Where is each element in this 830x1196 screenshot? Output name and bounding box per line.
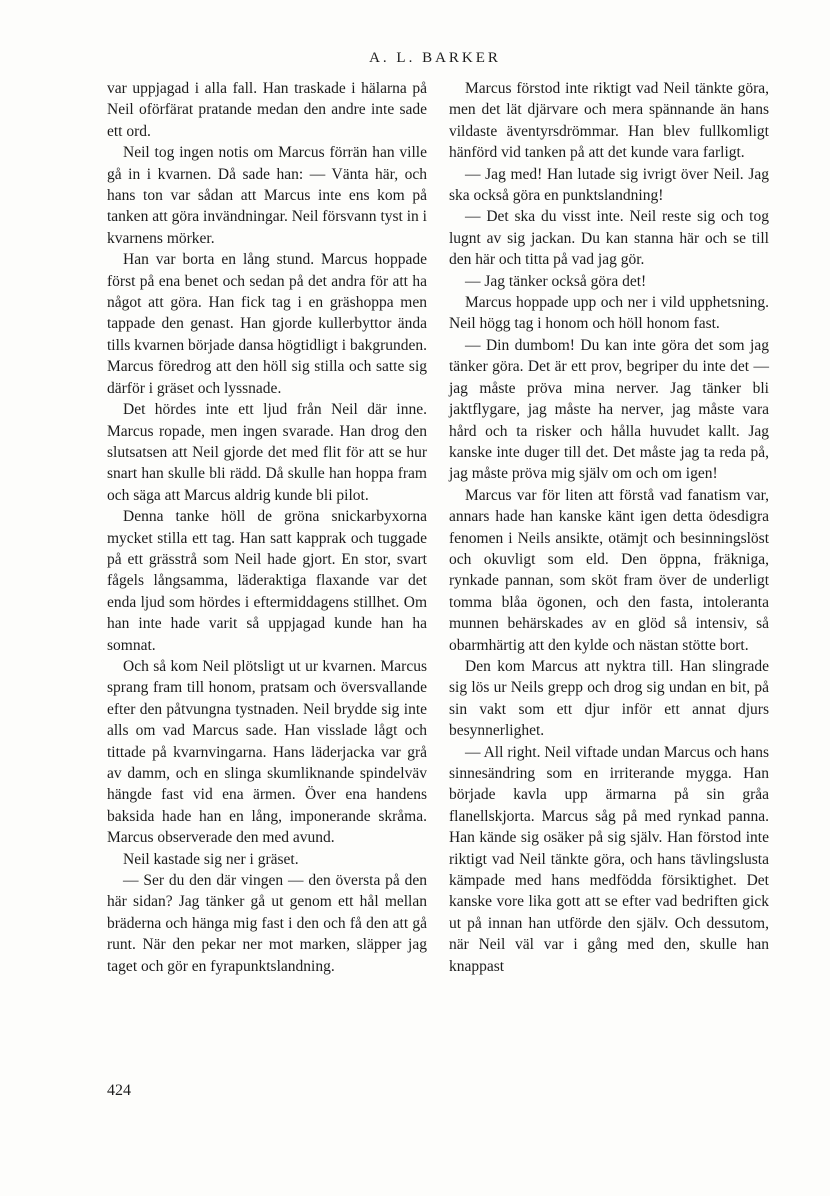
paragraph: Det hördes inte ett ljud från Neil där inne. Marcus ropade, men ingen svarade. Han drog den slutsatsen att Neil gjorde det med flit för att se hur snart han skulle bli rädd. Då skulle han hoppa fram och säga att Marcus aldrig kunde bli pilot.: [107, 401, 427, 504]
paragraph: — Jag med! Han lutade sig ivrigt över Neil. Jag ska också göra en punktslandning!: [449, 165, 769, 205]
paragraph: Marcus hoppade upp och ner i vild upphetsning. Neil högg tag i honom och höll honom fast.: [449, 294, 769, 333]
page-number: 424: [107, 1082, 131, 1099]
paragraph: — All right. Neil viftade undan Marcus och hans sinnesändring som en irriterande mygga. Han började kavla upp ärmarna på sin gråa flanellskjorta. Marcus såg på med rynkad panna. Han kände sig osäker på sig själv. Han förstod inte riktigt vad Neil tänkte göra, och hans tävlingslusta kämpade med hans medfödda försiktighet. Det kanske vore lika gott att se efter vad bedriften gick ut på innan han utförde den själv. Och dessutom, när Neil väl var i gång med den, skulle han knappast: [449, 743, 769, 975]
right-column: [449, 78, 769, 977]
paragraph: Han var borta en lång stund. Marcus hoppade först på ena benet och sedan på det andra för att ha något att göra. Han fick tag i en gräshoppa men tappade den genast. Han gjorde kullerbyttor ända tills kvarnen började dansa högtidligt i bakgrunden. Marcus föredrog att den höll sig stilla och satte sig därför i gräset och lyssnade.: [107, 251, 427, 397]
paragraph: var uppjagad i alla fall. Han traskade i hälarna på Neil oförfärat pratande medan den andre inte sade ett ord.: [107, 80, 427, 140]
paragraph: — Din dumbom! Du kan inte göra det som jag tänker göra. Det är ett prov, begriper du inte det — jag måste pröva mina nerver. Jag tänker bli jaktflygare, jag måste ha nerver, jag måste vara hård och ta risker och hålla huvudet kallt. Jag kanske inte duger till det. Det måste jag ta reda på, jag måste pröva mig själv om och om igen!: [449, 336, 769, 483]
paragraph: Marcus var för liten att förstå vad fanatism var, annars hade han kanske känt igen detta ödesdigra fenomen i Neils ansikte, otämjt och besinningslöst och okuvligt som eld. Den öppna, fräkniga, rynkade pannan, som sköt fram över de underligt tomma blåa ögonen, och den fasta, intoleranta munnen behärskades av en glöd så intensiv, så obarmhärtig att den kylde och nästan stötte bort.: [449, 486, 769, 654]
paragraph: — Ser du den där vingen — den översta på den här sidan? Jag tänker gå ut genom ett hål mellan bräderna och hänga mig fast i den och få den att gå runt. När den pekar ner mot marken, släpper jag taget och gör en fyrapunktslandning.: [107, 872, 427, 975]
paragraph: Marcus förstod inte riktigt vad Neil tänkte göra, men det lät djärvare och mera spännande än hans vildaste äventyrsdrömmar. Han blev fullkomligt hänförd vid tanken på att det kunde vara farligt.: [449, 80, 769, 162]
left-column: [107, 78, 427, 977]
paragraph: Denna tanke höll de gröna snickarbyxorna mycket stilla ett tag. Han satt kapprak och tuggade på ett grässtrå som Neil hade gjort. En stor, svart fågels långsamma, läderaktiga flaxande var det enda ljud som hördes i eftermiddagens stillhet. Om han inte hade varit så uppjagad kunde han ha somnat.: [107, 508, 427, 654]
paragraph: Den kom Marcus att nyktra till. Han slingrade sig lös ur Neils grepp och drog sig undan en bit, på sin vakt som ett djur inför ett annat djurs besynnerlighet.: [449, 657, 769, 740]
running-header: A. L. BARKER: [369, 50, 501, 66]
paragraph: — Det ska du visst inte. Neil reste sig och tog lugnt av sig jackan. Du kan stanna här och se till den här och titta på vad jag gör.: [449, 208, 769, 269]
paragraph: Neil tog ingen notis om Marcus förrän han ville gå in i kvarnen. Då sade han: — Vänta här, och hans ton var sådan att Marcus inte ens kom på tanken att göra invändningar. Neil försvann tyst in i kvarnens mörker.: [107, 144, 427, 247]
paragraph: — Jag tänker också göra det!: [465, 272, 647, 290]
paragraph: Och så kom Neil plötsligt ut ur kvarnen. Marcus sprang fram till honom, pratsam och översvallande efter den påtvungna tystnaden. Neil brydde sig inte alls om vad Marcus sade. Han visslade lågt och tittade på kvarnvingarna. Hans läderjacka var grå av damm, och en slinga skumliknande spindelväv hängde fast vid ena ärmen. Över ena handens baksida hade han en lång, imponerande skråma. Marcus observerade den med avund.: [107, 657, 427, 847]
paragraph: Neil kastade sig ner i gräset.: [123, 850, 299, 868]
